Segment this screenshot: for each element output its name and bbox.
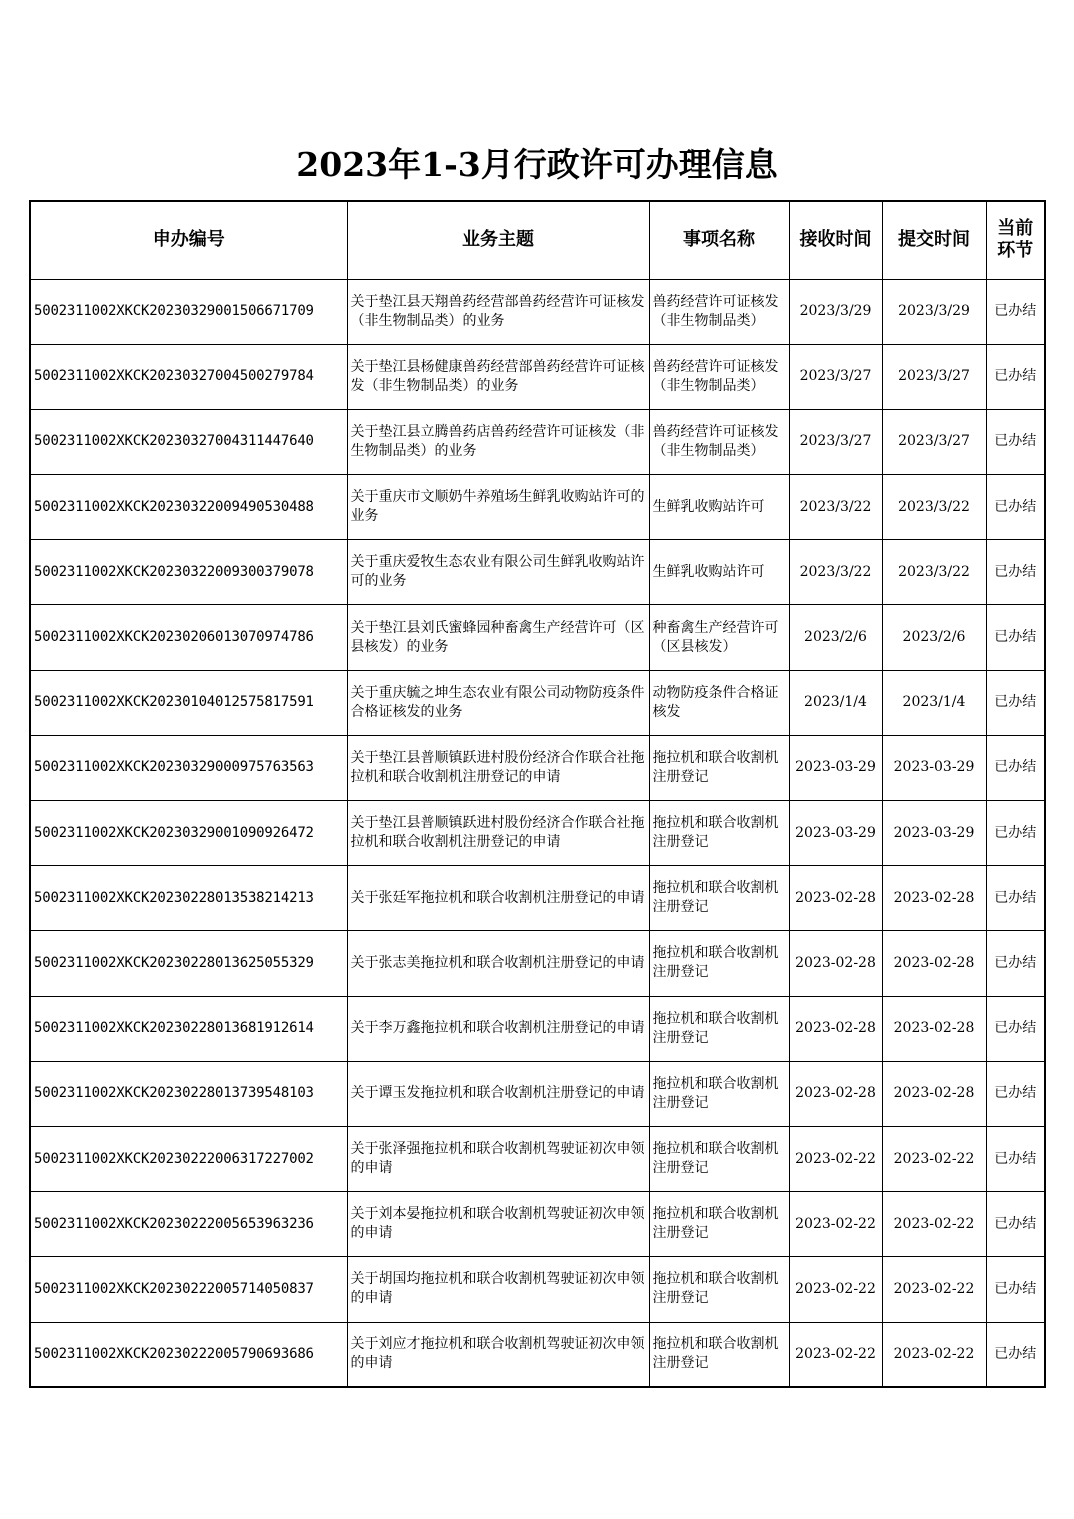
- cell-received: 2023-03-29: [789, 735, 882, 800]
- cell-received: 2023/3/29: [789, 279, 882, 344]
- cell-submitted: 2023-02-22: [882, 1257, 986, 1322]
- cell-id: 5002311002XKCK20230322009490530488: [30, 475, 347, 540]
- cell-submitted: 2023-02-22: [882, 1126, 986, 1191]
- cell-received: 2023-02-28: [789, 996, 882, 1061]
- table-row: [30, 1192, 1045, 1257]
- cell-submitted: 2023-02-22: [882, 1322, 986, 1387]
- cell-stage: 已办结: [986, 1061, 1045, 1126]
- cell-stage: 已办结: [986, 866, 1045, 931]
- header-subject: 业务主题: [347, 201, 649, 279]
- cell-item: 拖拉机和联合收割机注册登记: [649, 1126, 789, 1191]
- cell-submitted: 2023-02-28: [882, 866, 986, 931]
- cell-stage: 已办结: [986, 1322, 1045, 1387]
- cell-subject: 关于重庆毓之坤生态农业有限公司动物防疫条件合格证核发的业务: [347, 670, 649, 735]
- cell-id: 5002311002XKCK20230327004311447640: [30, 409, 347, 474]
- cell-submitted: 2023-02-28: [882, 931, 986, 996]
- table-row: [30, 735, 1045, 800]
- header-stage: 当前环节: [986, 201, 1045, 279]
- cell-item: 生鲜乳收购站许可: [649, 540, 789, 605]
- cell-stage: 已办结: [986, 605, 1045, 670]
- cell-submitted: 2023/3/22: [882, 540, 986, 605]
- cell-item: 拖拉机和联合收割机注册登记: [649, 735, 789, 800]
- cell-subject: 关于李万鑫拖拉机和联合收割机注册登记的申请: [347, 996, 649, 1061]
- cell-item: 种畜禽生产经营许可（区县核发）: [649, 605, 789, 670]
- header-submitted: 提交时间: [882, 201, 986, 279]
- cell-stage: 已办结: [986, 279, 1045, 344]
- cell-subject: 关于刘应才拖拉机和联合收割机驾驶证初次申领的申请: [347, 1322, 649, 1387]
- cell-id: 5002311002XKCK20230329001090926472: [30, 801, 347, 866]
- cell-subject: 关于垫江县普顺镇跃进村股份经济合作联合社拖拉机和联合收割机注册登记的申请: [347, 801, 649, 866]
- cell-received: 2023-02-22: [789, 1322, 882, 1387]
- table-row: [30, 996, 1045, 1061]
- cell-stage: 已办结: [986, 1126, 1045, 1191]
- cell-received: 2023/1/4: [789, 670, 882, 735]
- cell-stage: 已办结: [986, 540, 1045, 605]
- cell-submitted: 2023-02-28: [882, 1061, 986, 1126]
- cell-id: 5002311002XKCK20230222005653963236: [30, 1192, 347, 1257]
- cell-received: 2023-02-28: [789, 866, 882, 931]
- cell-item: 拖拉机和联合收割机注册登记: [649, 1322, 789, 1387]
- cell-received: 2023-02-22: [789, 1126, 882, 1191]
- cell-id: 5002311002XKCK20230222005714050837: [30, 1257, 347, 1322]
- cell-id: 5002311002XKCK20230228013625055329: [30, 931, 347, 996]
- cell-id: 5002311002XKCK20230222006317227002: [30, 1126, 347, 1191]
- table-body: [30, 279, 1045, 1387]
- cell-received: 2023-02-22: [789, 1192, 882, 1257]
- cell-stage: 已办结: [986, 1257, 1045, 1322]
- cell-subject: 关于重庆市文顺奶牛养殖场生鲜乳收购站许可的业务: [347, 475, 649, 540]
- table-header-row: [30, 201, 1045, 279]
- cell-received: 2023-02-28: [789, 931, 882, 996]
- header-item: 事项名称: [649, 201, 789, 279]
- cell-submitted: 2023/3/22: [882, 475, 986, 540]
- header-id: 申办编号: [30, 201, 347, 279]
- cell-item: 拖拉机和联合收割机注册登记: [649, 866, 789, 931]
- cell-item: 拖拉机和联合收割机注册登记: [649, 1192, 789, 1257]
- cell-id: 5002311002XKCK20230228013681912614: [30, 996, 347, 1061]
- cell-subject: 关于张志美拖拉机和联合收割机注册登记的申请: [347, 931, 649, 996]
- cell-received: 2023/3/22: [789, 540, 882, 605]
- permit-table: [29, 200, 1046, 1388]
- cell-id: 5002311002XKCK20230104012575817591: [30, 670, 347, 735]
- cell-id: 5002311002XKCK20230206013070974786: [30, 605, 347, 670]
- cell-stage: 已办结: [986, 735, 1045, 800]
- table-row: [30, 866, 1045, 931]
- cell-item: 拖拉机和联合收割机注册登记: [649, 931, 789, 996]
- cell-received: 2023/3/22: [789, 475, 882, 540]
- cell-item: 拖拉机和联合收割机注册登记: [649, 1061, 789, 1126]
- cell-subject: 关于垫江县立腾兽药店兽药经营许可证核发（非生物制品类）的业务: [347, 409, 649, 474]
- cell-id: 5002311002XKCK20230222005790693686: [30, 1322, 347, 1387]
- cell-subject: 关于垫江县天翔兽药经营部兽药经营许可证核发（非生物制品类）的业务: [347, 279, 649, 344]
- cell-item: 生鲜乳收购站许可: [649, 475, 789, 540]
- cell-subject: 关于垫江县刘氏蜜蜂园种畜禽生产经营许可（区县核发）的业务: [347, 605, 649, 670]
- cell-submitted: 2023/3/27: [882, 409, 986, 474]
- cell-id: 5002311002XKCK20230329001506671709: [30, 279, 347, 344]
- cell-subject: 关于垫江县杨健康兽药经营部兽药经营许可证核发（非生物制品类）的业务: [347, 344, 649, 409]
- cell-item: 兽药经营许可证核发（非生物制品类）: [649, 279, 789, 344]
- cell-stage: 已办结: [986, 409, 1045, 474]
- cell-stage: 已办结: [986, 801, 1045, 866]
- table-row: [30, 279, 1045, 344]
- cell-received: 2023/2/6: [789, 605, 882, 670]
- cell-received: 2023-03-29: [789, 801, 882, 866]
- cell-received: 2023-02-22: [789, 1257, 882, 1322]
- cell-id: 5002311002XKCK20230228013739548103: [30, 1061, 347, 1126]
- cell-submitted: 2023/3/27: [882, 344, 986, 409]
- header-received: 接收时间: [789, 201, 882, 279]
- cell-submitted: 2023-02-28: [882, 996, 986, 1061]
- cell-subject: 关于垫江县普顺镇跃进村股份经济合作联合社拖拉机和联合收割机注册登记的申请: [347, 735, 649, 800]
- page-title: 2023年1-3月行政许可办理信息: [296, 145, 778, 184]
- cell-received: 2023-02-28: [789, 1061, 882, 1126]
- cell-subject: 关于胡国均拖拉机和联合收割机驾驶证初次申领的申请: [347, 1257, 649, 1322]
- cell-stage: 已办结: [986, 475, 1045, 540]
- cell-item: 拖拉机和联合收割机注册登记: [649, 1257, 789, 1322]
- cell-item: 动物防疫条件合格证核发: [649, 670, 789, 735]
- cell-id: 5002311002XKCK20230322009300379078: [30, 540, 347, 605]
- cell-subject: 关于张泽强拖拉机和联合收割机驾驶证初次申领的申请: [347, 1126, 649, 1191]
- table-row: [30, 1257, 1045, 1322]
- table-row: [30, 801, 1045, 866]
- cell-id: 5002311002XKCK20230327004500279784: [30, 344, 347, 409]
- table-row: [30, 605, 1045, 670]
- table-row: [30, 1322, 1045, 1387]
- table-row: [30, 344, 1045, 409]
- cell-submitted: 2023-03-29: [882, 801, 986, 866]
- cell-stage: 已办结: [986, 931, 1045, 996]
- cell-submitted: 2023/1/4: [882, 670, 986, 735]
- cell-subject: 关于刘本晏拖拉机和联合收割机驾驶证初次申领的申请: [347, 1192, 649, 1257]
- cell-submitted: 2023/3/29: [882, 279, 986, 344]
- cell-subject: 关于谭玉发拖拉机和联合收割机注册登记的申请: [347, 1061, 649, 1126]
- cell-received: 2023/3/27: [789, 409, 882, 474]
- cell-item: 拖拉机和联合收割机注册登记: [649, 996, 789, 1061]
- cell-submitted: 2023/2/6: [882, 605, 986, 670]
- table-row: [30, 409, 1045, 474]
- cell-subject: 关于张廷军拖拉机和联合收割机注册登记的申请: [347, 866, 649, 931]
- table-row: [30, 540, 1045, 605]
- cell-item: 兽药经营许可证核发（非生物制品类）: [649, 344, 789, 409]
- table-row: [30, 670, 1045, 735]
- table-row: [30, 1061, 1045, 1126]
- cell-stage: 已办结: [986, 996, 1045, 1061]
- cell-received: 2023/3/27: [789, 344, 882, 409]
- cell-stage: 已办结: [986, 344, 1045, 409]
- cell-submitted: 2023-03-29: [882, 735, 986, 800]
- table-row: [30, 1126, 1045, 1191]
- table-row: [30, 475, 1045, 540]
- table-row: [30, 931, 1045, 996]
- cell-stage: 已办结: [986, 1192, 1045, 1257]
- cell-subject: 关于重庆爱牧生态农业有限公司生鲜乳收购站许可的业务: [347, 540, 649, 605]
- cell-item: 拖拉机和联合收割机注册登记: [649, 801, 789, 866]
- cell-stage: 已办结: [986, 670, 1045, 735]
- cell-id: 5002311002XKCK20230329000975763563: [30, 735, 347, 800]
- cell-item: 兽药经营许可证核发（非生物制品类）: [649, 409, 789, 474]
- cell-submitted: 2023-02-22: [882, 1192, 986, 1257]
- cell-id: 5002311002XKCK20230228013538214213: [30, 866, 347, 931]
